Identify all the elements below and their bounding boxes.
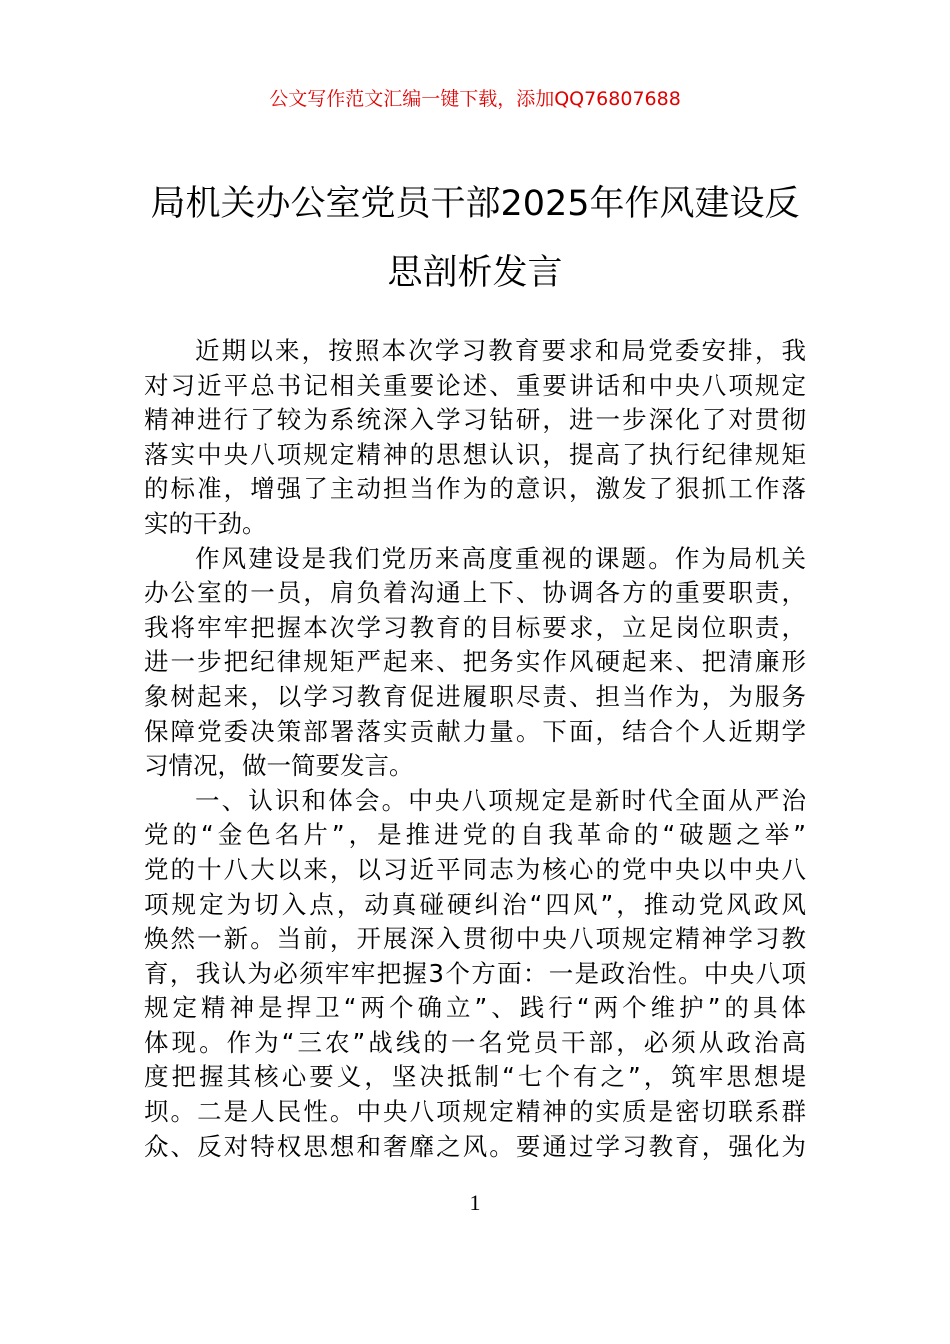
text-line: 近期以来，按照本次学习教育要求和局党委安排，我 [195, 336, 806, 365]
text-line: 的标准，增强了主动担当作为的意识，激发了狠抓工作落 [144, 474, 806, 504]
text-line: 落实中央八项规定精神的思想认识，提高了执行纪律规矩 [144, 439, 806, 469]
text-line: 象树起来，以学习教育促进履职尽责、担当作为，为服务 [144, 681, 806, 711]
paragraph [144, 784, 806, 1165]
text-line: 体现。作为“三农”战线的一名党员干部，必须从政治高 [144, 1027, 806, 1057]
paragraph [144, 334, 806, 542]
text-line: 进一步把纪律规矩严起来、把务实作风硬起来、把清廉形 [144, 647, 806, 677]
page-number: 1 [469, 1190, 481, 1215]
text-line: 习情况，做一简要发言。 [144, 751, 414, 781]
text-line: 焕然一新。当前，开展深入贯彻中央八项规定精神学习教 [144, 924, 806, 954]
text-line: 作风建设是我们党历来高度重视的课题。作为局机关 [195, 543, 806, 573]
text-line: 我将牢牢把握本次学习教育的目标要求，立足岗位职责， [144, 612, 806, 642]
text-line: 规定精神是捍卫“两个确立”、践行“两个维护”的具体 [144, 993, 806, 1023]
paragraph [144, 542, 806, 784]
text-line: 一、认识和体会。中央八项规定是新时代全面从严治 [195, 785, 806, 815]
title-line: 思剖析发言 [387, 253, 563, 293]
text-line: 精神进行了较为系统深入学习钻研，进一步深化了对贯彻 [144, 405, 806, 435]
document-body [144, 334, 806, 1164]
text-line: 实的干劲。 [144, 508, 267, 538]
text-line: 度把握其核心要义，坚决抵制“七个有之”，筑牢思想堤 [144, 1062, 806, 1092]
text-line: 对习近平总书记相关重要论述、重要讲话和中央八项规定 [144, 370, 806, 400]
document-title [130, 170, 820, 308]
text-line: 项规定为切入点，动真碰硬纠治“四风”，推动党风政风 [144, 889, 806, 919]
text-line: 办公室的一员，肩负着沟通上下、协调各方的重要职责， [144, 578, 806, 608]
text-line: 党的十八大以来，以习近平同志为核心的党中央以中央八 [144, 854, 806, 884]
text-line: 党的“金色名片”，是推进党的自我革命的“破题之举” [144, 820, 806, 850]
text-line: 保障党委决策部署落实贡献力量。下面，结合个人近期学 [144, 716, 806, 746]
text-line: 众、反对特权思想和奢靡之风。要通过学习教育，强化为 [144, 1131, 806, 1161]
title-line: 局机关办公室党员干部2025年作风建设反 [150, 184, 800, 224]
text-line: 坝。二是人民性。中央八项规定精神的实质是密切联系群 [144, 1097, 806, 1127]
text-line: 育，我认为必须牢牢把握3个方面：一是政治性。中央八项 [144, 958, 806, 988]
download-notice: 公文写作范文汇编一键下载，添加QQ76807688 [269, 88, 681, 110]
